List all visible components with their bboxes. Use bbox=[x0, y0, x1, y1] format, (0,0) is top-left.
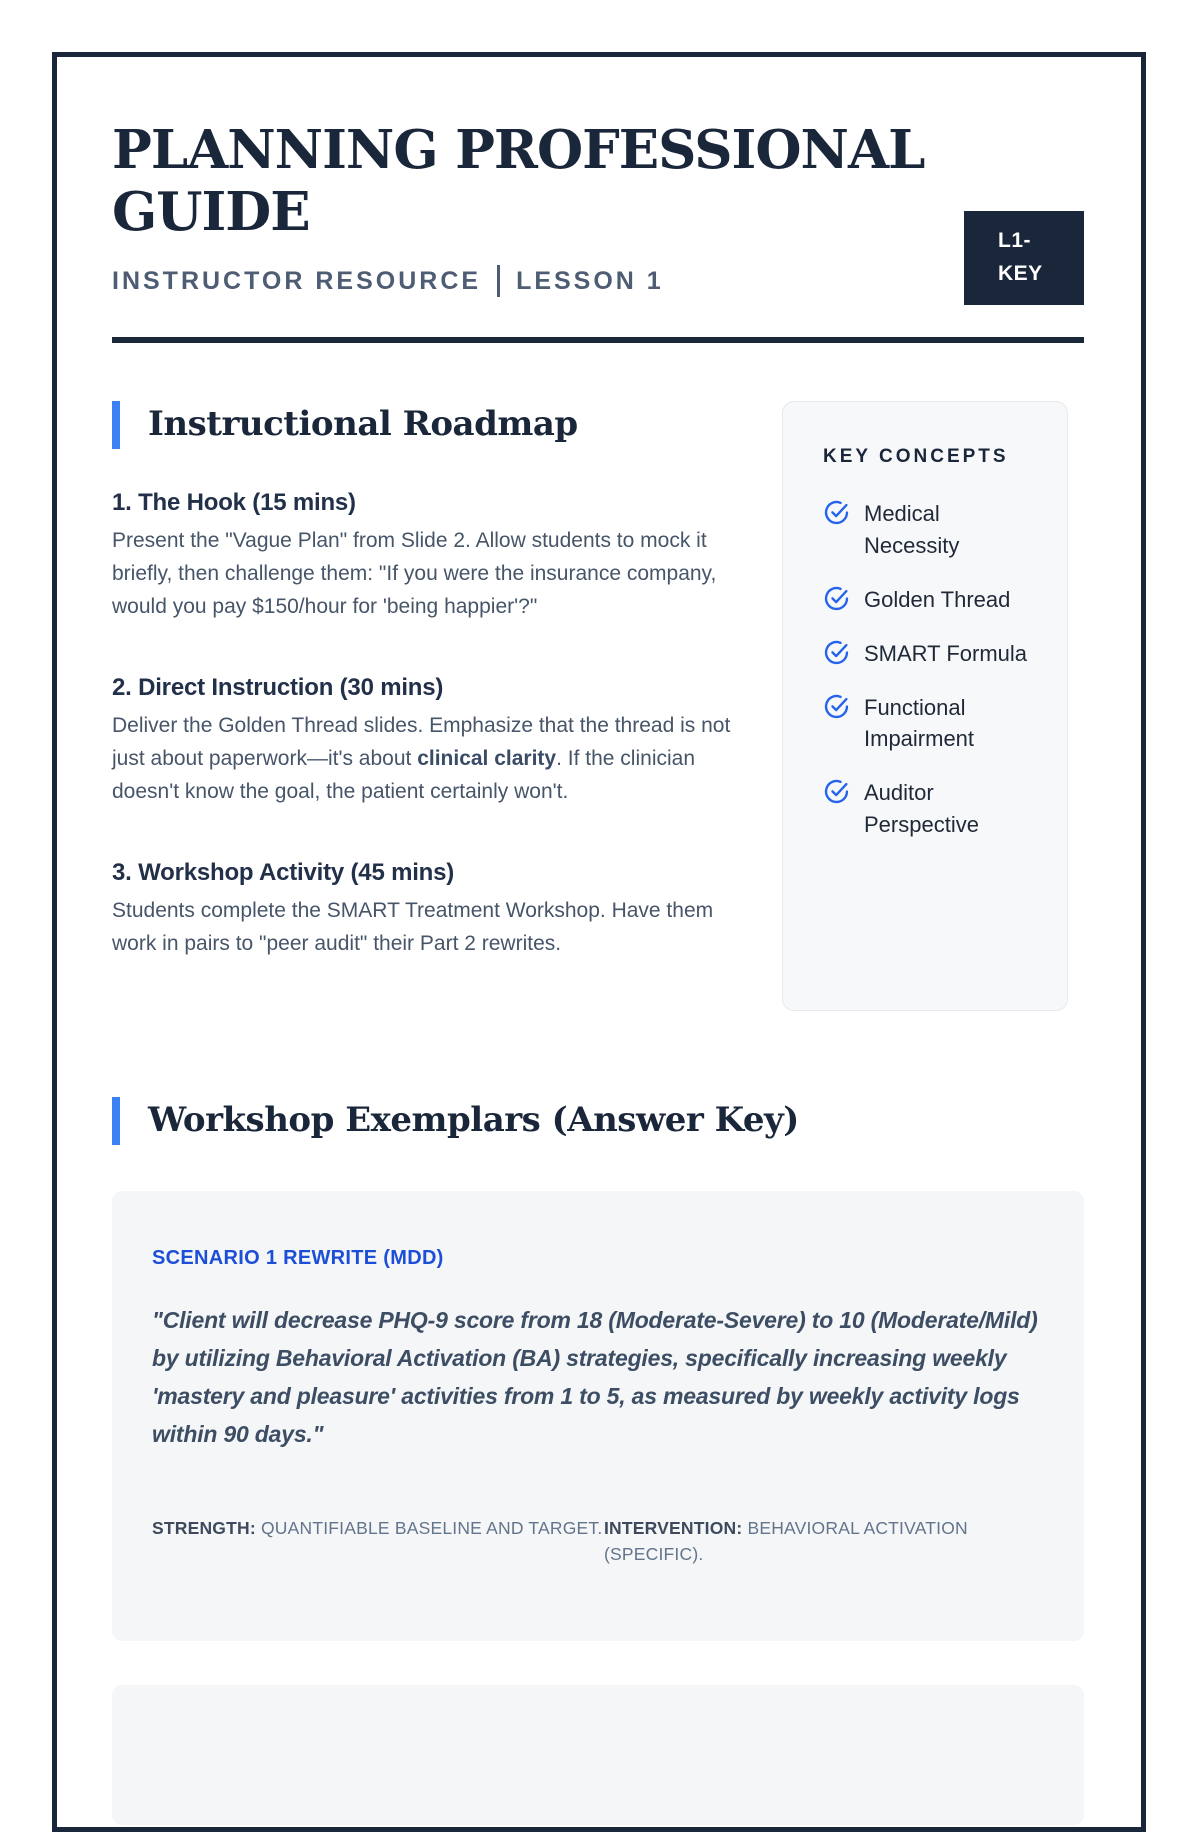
list-item bbox=[823, 498, 1033, 562]
check-circle-icon bbox=[823, 639, 850, 666]
accent-bar bbox=[112, 401, 120, 449]
roadmap-item-2 bbox=[112, 674, 752, 809]
roadmap-heading bbox=[112, 401, 752, 449]
intervention-cell bbox=[604, 1515, 1042, 1568]
workshop-heading-text: Workshop Exemplars (Answer Key) bbox=[148, 1100, 799, 1141]
scenario-2-card bbox=[112, 1685, 1084, 1825]
accent-bar bbox=[112, 1097, 120, 1145]
scenario-1-card bbox=[112, 1191, 1084, 1641]
scenario-label: SCENARIO 1 REWRITE (MDD) bbox=[152, 1246, 444, 1269]
roadmap-heading-text: Instructional Roadmap bbox=[148, 404, 578, 445]
intervention-label: INTERVENTION: bbox=[604, 1518, 743, 1538]
check-circle-icon bbox=[823, 499, 850, 526]
key-concepts-panel bbox=[782, 401, 1068, 1011]
concept-label: Medical Necessity bbox=[864, 501, 960, 558]
check-circle-icon bbox=[823, 778, 850, 805]
scenario-quote: "Client will decrease PHQ-9 score from 18 (Moderate-Severe) to 10 (Moderate/Mild) by utilizing Behavioral Activation (BA) strategies, specifically increasing weekly 'mastery and pleasure' activities from 1 to 5, as measured by weekly activity logs within 90 days." bbox=[152, 1306, 1038, 1447]
list-item bbox=[823, 584, 1033, 616]
concept-label: SMART Formula bbox=[864, 640, 1028, 666]
header-divider-rule bbox=[112, 337, 1084, 343]
roadmap-section bbox=[112, 401, 1084, 1011]
roadmap-item-title: 3. Workshop Activity (45 mins) bbox=[112, 858, 455, 886]
roadmap-item-3 bbox=[112, 859, 752, 961]
roadmap-item-body: Present the "Vague Plan" from Slide 2. Allow students to mock it briefly, then challenge them: "If you were the insurance company, would you pay $150/hour for 'being happier'?" bbox=[112, 529, 717, 618]
check-circle-icon bbox=[823, 693, 850, 720]
list-item bbox=[823, 777, 1033, 841]
roadmap-item-1 bbox=[112, 489, 752, 624]
list-item bbox=[823, 692, 1033, 756]
roadmap-item-body: Students complete the SMART Treatment Workshop. Have them work in pairs to "peer audit" their Part 2 rewrites. bbox=[112, 898, 714, 955]
intervention-value: BEHAVIORAL ACTIVATION (SPECIFIC). bbox=[604, 1518, 968, 1565]
roadmap-item-title: 2. Direct Instruction (30 mins) bbox=[112, 673, 444, 701]
check-circle-icon bbox=[823, 585, 850, 612]
list-item bbox=[823, 638, 1033, 670]
workshop-heading bbox=[112, 1097, 1084, 1145]
strength-value: QUANTIFIABLE BASELINE AND TARGET. bbox=[260, 1518, 603, 1538]
page-title: PLANNING PROFESSIONAL GUIDE bbox=[112, 119, 925, 243]
subtitle-divider bbox=[497, 265, 500, 297]
concept-label: Golden Thread bbox=[864, 586, 1011, 612]
workshop-section bbox=[112, 1097, 1084, 1825]
subtitle-left: INSTRUCTOR RESOURCE bbox=[112, 266, 482, 295]
concept-label: Auditor Perspective bbox=[864, 780, 979, 838]
roadmap-column bbox=[112, 401, 752, 1011]
lesson-key-badge bbox=[964, 211, 1084, 305]
strength-cell bbox=[152, 1515, 604, 1568]
subtitle-right: LESSON 1 bbox=[516, 266, 664, 295]
lesson-key-badge-text: L1-KEY bbox=[998, 229, 1043, 285]
concept-label: Functional Impairment bbox=[864, 694, 975, 752]
document-page-frame bbox=[52, 52, 1146, 1832]
strength-label: STRENGTH: bbox=[152, 1518, 256, 1538]
subtitle bbox=[112, 265, 1084, 297]
document-header bbox=[112, 119, 1084, 297]
roadmap-item-title: 1. The Hook (15 mins) bbox=[112, 489, 356, 516]
key-concepts-title: KEY CONCEPTS bbox=[823, 446, 1009, 467]
scenario-meta bbox=[152, 1498, 1042, 1586]
roadmap-item-body: Deliver the Golden Thread slides. Emphasize that the thread is not just about paperwork—it's about clinical clarity. If the clinician doesn't know the goal, the patient certainly won't. bbox=[112, 713, 731, 803]
